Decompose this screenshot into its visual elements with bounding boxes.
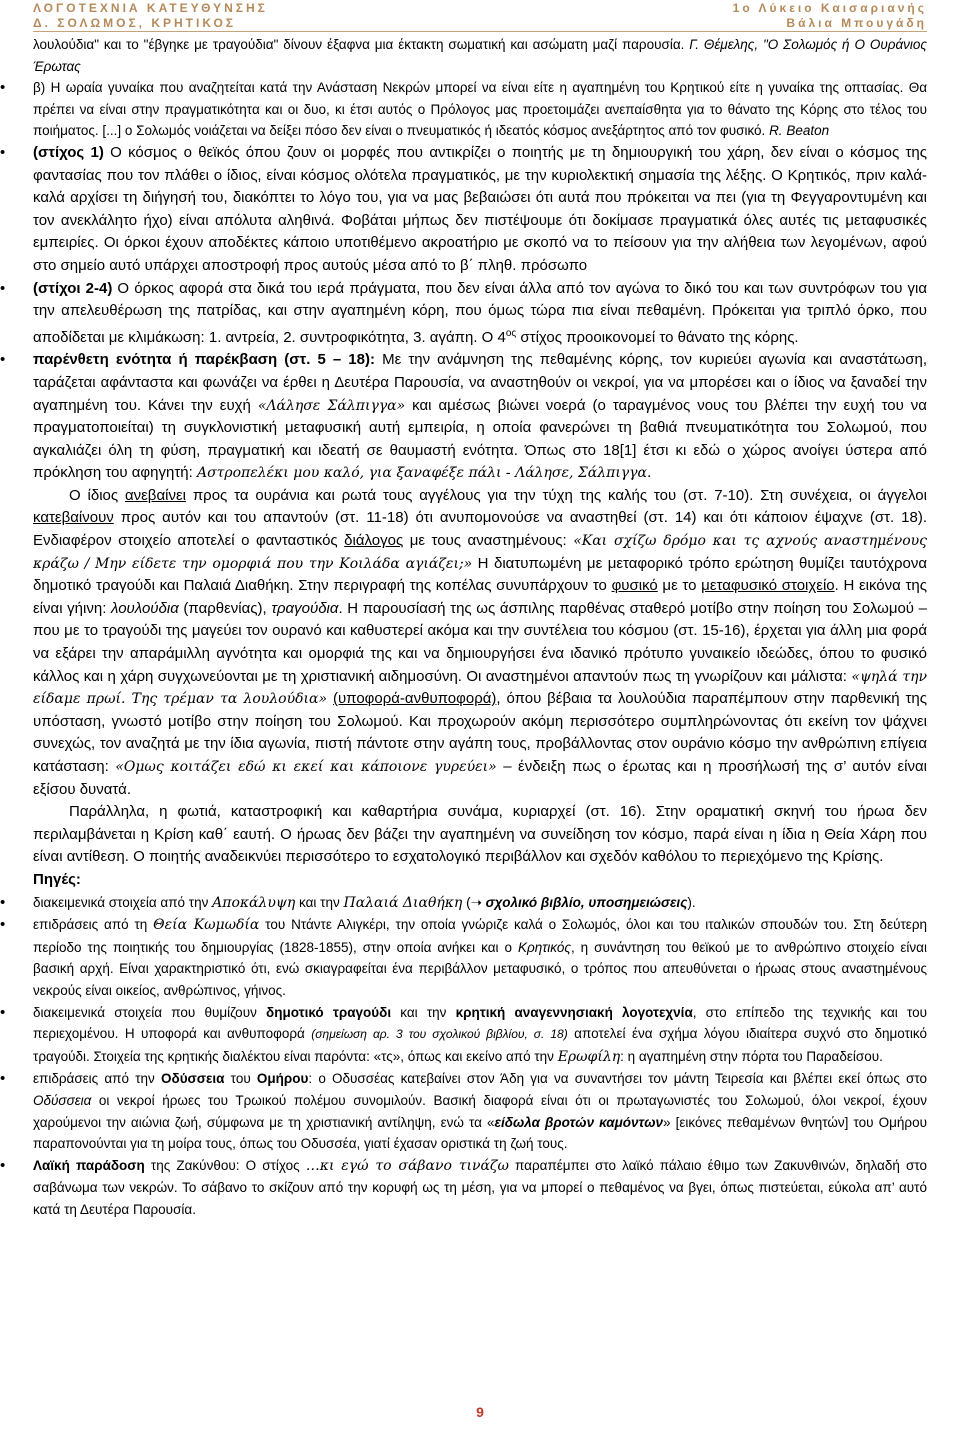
page-header: [33, 0, 927, 32]
verse-quote: «Και σχίζω δρόμο και τς αχνούς αναστημένους κράζω / Μην είδετε την ομορφιά που την Κοιλάδα αγιάζει;»: [33, 533, 927, 572]
paragraph-angels: [33, 485, 927, 801]
paragraph-text: προς τα ουράνια και ρωτά τους αγγέλους για την τύχη της καλής του (στ. 7-10). Στη συνέχεια, οι άγγελοι: [185, 486, 927, 504]
source-text: του Ντάντε Αλιγκέρι, την οποία γνώριζε καλά ο Σολωμός, όλοι και του ιταλικών σπουδών του. Στη δεύτερη περίοδο της ποιητικής του δημιουργίας (1828-1855), στην οποία ανήκει και ο: [33, 917, 928, 955]
paragraph-text: , όπου βέβαια τα λουλούδια παραπέμπουν στην παρθενική της υπόσταση, γνωστό μοτίβο στην ποίηση του Σολωμού. Και προχωρούν ακόμη περισσότερο συμπληρώνοντας ότι εκείνη τον ψάχνει συνεχώς, τον αναζητά με την ίδια αγωνία, πιστή πάντοτε στην αγάπη τους, προβάλλοντας στον ουράνιο κόσμο την ανθρώπινη επίγεια κατάσταση:: [33, 690, 928, 775]
italic-term: τραγούδια: [271, 599, 339, 617]
source-text: » [εικόνες πεθαμένων θνητών] του Ομήρου παραπονούνται για τη μοίρα τους, όπως του Οδυσσέα, γιατί έχασαν οριστικά τη ζωή τους.: [33, 1114, 927, 1152]
paragraph-text: και αμέσως βιώνει νοερά (ο ταραγμένος νους του βλέπει την ευχή του να πραγματοποιείται) τη συγκλονιστική μεταφυσική αυτή εμπειρία, η οποία φανερώνει τη βαθιά πνευματικότητα του Σολωμού, που αγκαλιάζει όλη τη φύση, πραγματική και ιδεατή σε θαυμαστή ενότητα. Όπως στο 18[1] έτσι κι εδώ ο χώρος ανοίγει ύστερα από πρόκληση του αφηγητή:: [33, 396, 927, 482]
source-text: παραπέμπει στο λαϊκό πάλαιο έθιμο των Ζακυνθινών, δηλαδή στο σαβάνωμα των νεκρών. Το σάβανο το σκίζουν από την κορυφή ως τη μέση, για να μπορεί ο πεθαμένος να βγει, όπως πιστεύεται, εύκολα απ’ αυτό κατά τη Δευτέρα Παρουσία.: [33, 1157, 927, 1217]
paragraph-digression: [33, 349, 927, 485]
source-text: (: [462, 894, 471, 910]
paragraph-text: . Η εικόνα της είναι γήινη:: [33, 577, 927, 617]
bold-term: Λαϊκή παράδοση: [33, 1157, 145, 1173]
source-title: Ερωφίλη: [557, 1048, 621, 1065]
paragraph-text: Ο όρκος αφορά στα δικά του ιερά πράγματα, που δεν είναι άλλα από τον αγώνα το δικό του και των συντρόφων του για την απελευθέρωση της πατρίδας, και στην αγαπημένη κόρη, που όμως τώρα πια είναι πεθαμένη. Πρόκειται για τριπλό όρκο, που αποδίδεται με κλιμάκωση: 1. αντρεία, 2. συντροφικότητα, 3. αγάπη. Ο 4: [33, 279, 928, 346]
source-text: : ο Οδυσσέας κατεβαίνει στον Άδη για να συναντήσει τον μάντη Τειρεσία και βλέπει εκεί όπως στο: [308, 1071, 928, 1087]
source-text: και την: [391, 1004, 456, 1020]
source-text: του: [224, 1071, 257, 1087]
underlined-term: διάλογος: [344, 532, 404, 550]
header-right: [733, 1, 927, 31]
page-content: [33, 34, 927, 1220]
source-note: σχολικό βιβλίο, υποσημειώσεις: [481, 894, 688, 910]
paragraph-text: προς αυτόν και του απαντούν (στ. 11-18) ότι ανυπομονούσε να αναστηθεί (στ. 14) και ότι κάποιον έψαχνε (στ. 18). Ενδιαφέρον στοιχείο αποτελεί ο φανταστικός: [33, 509, 927, 550]
verse-quote: «ψηλά την είδαμε πρωί. Της τρέμαν τα λουλούδια»: [33, 668, 927, 708]
source-text: επιδράσεις από τη: [33, 917, 154, 933]
header-left: [33, 1, 268, 31]
bold-term: κρητική αναγεννησιακή λογοτεχνία: [455, 1004, 693, 1020]
paragraph-text: (παρθενίας),: [178, 599, 272, 617]
section-label: παρένθετη ενότητα ή παρέκβαση (στ. 5 – 18):: [33, 351, 375, 369]
source-text: διακειμενικά στοιχεία που θυμίζουν: [33, 1004, 267, 1020]
quote-beaton: [33, 77, 927, 142]
source-title: Κρητικός: [518, 939, 571, 955]
verse-quote: …κι εγώ το σάβανο τινάζω: [305, 1157, 509, 1174]
source-text: διακειμενικά στοιχεία από την: [33, 894, 213, 910]
quote-source: Γ. Θέμελης, "Ο Σολωμός ή Ο Ουράνιος Έρωτας: [33, 37, 927, 74]
source-text: οι νεκροί ήρωες του Τρωικού πολέμου συνομιλούν. Βασική διαφορά είναι ότι οι πρωταγωνιστές του Σολωμού, όλοι νεκροί, έχουν χαρούμενοι την αιώνια ζωή, σύμφωνα με τη χριστιανική αντίληψη, ενώ τα «: [33, 1092, 927, 1130]
source-text: , η συνάντηση του θεϊκού με το ανθρώπινο στοιχείο είναι βασική αρχή. Είναι χαρακτηριστικό ότι, ενώ σκιαγραφείται ένα περιβάλλον μεταφυσικό, ο τρόπος που απευθύνεται ο ήρωας στους αναστημένους νεκρούς είναι οικείος, ανθρώπινος, γήινος.: [33, 939, 927, 998]
source-title: Οδύσσεια: [33, 1092, 92, 1108]
bold-term: Ομήρου: [256, 1071, 309, 1087]
italic-term: λουλούδια: [111, 599, 179, 617]
paragraph-text: Ο ίδιος: [69, 486, 125, 504]
source-title: Αποκάλυψη: [212, 894, 296, 911]
paragraph-text: Με την ανάμνηση της πεθαμένης κόρης, τον κυριεύει αγωνία και αναστάτωση, ταράζεται αφάνταστα και φωνάζει να έρθει η Δευτέρα Παρουσία, να αναστηθούν οι νεκροί, για να μπορέσει και ο ίδιος να ξαναδεί την αγαπημένη του. Κάνει την ευχή: [33, 351, 927, 414]
verse-quote: «Λάλησε Σάλπιγγα»: [257, 397, 406, 414]
underlined-term: μεταφυσικό στοιχείο: [701, 577, 835, 595]
bold-term: Οδύσσεια: [161, 1071, 225, 1087]
underlined-term: (υποφορά-ανθυποφορά): [332, 690, 497, 708]
quote-text: β) Η ωραία γυναίκα που αναζητείται κατά την Ανάσταση Νεκρών μπορεί να είναι είτε η αγαπημένη του Κρητικού είτε η γυναίκα της οπτασίας. Θα πρέπει να είναι στην πραγματικότητα και οι δυο, κι έτσι αυτός ο Πρόλογος μας προετοιμάζει ανεπαίσθητα για το θάνατο της Κόρης στο τέλος του ποιήματος. [...] ο Σολωμός νοιάζεται να δείξει πόσο δεν είναι ο πνευματικός ή ιδεατός κόσμος ανεξάρτητος από τον φυσικό.: [33, 80, 927, 139]
source-text: : η αγαπημένη στην πόρτα του Παραδείσου.: [620, 1048, 883, 1064]
paragraph-text: Ο κόσμος ο θεϊκός όπου ζουν οι μορφές που αντικρίζει ο ποιητής με τη δημιουργική του χάρη, δεν είναι ο κόσμος της φαντασίας που τον πλάθει ο ίδιος, είναι κόσμος ολότελα πραγματικός, με την κυριολεκτική σημασία της λέξης. Ο Κρητικός, πριν καλά-καλά αρχίσει τη διήγησή του, διακόπτει το λόγο του, για να μας βεβαιώσει ότι αυτά που πρόκειται να πει (για τη Φεγγαροντυμένη και τον ανεκλάλητο ήχο) είναι απόλυτα αληθινά. Φοβάται μήπως δεν πιστέψουμε ότι δοκίμασε πραγματικά όλες αυτές τις μεταφυσικές εμπειρίες. Οι όρκοι έχουν αποδέκτες κάποιο υποτιθέμενο ακροατήριο με σκοπό να το πείσουν για την αλήθεια των λεγομένων, αφού στο σημείο αυτό υπάρχει αποστροφή προς αυτούς μέσα από το β΄ πληθ. πρόσωπο: [33, 143, 927, 274]
bold-term: είδωλα βροτών καμόντων: [494, 1114, 664, 1130]
underlined-term: φυσικό: [611, 577, 658, 595]
quote-text: λουλούδια" και το "έβγηκε με τραγούδια" δίνουν έξαφνα μια έκτακτη σωματική και ασώματη μαζί παρουσία.: [33, 37, 690, 52]
header-subject: ΛΟΓΟΤΕΧΝΙΑ ΚΑΤΕΥΘΥΝΣΗΣ: [33, 1, 268, 15]
quote-themelis: [33, 34, 927, 77]
header-topic: Δ. ΣΟΛΩΜΟΣ, ΚΡΗΤΙΚΟΣ: [33, 16, 236, 30]
source-text: επιδράσεις από την: [33, 1071, 161, 1087]
ordinal-superscript: ος: [505, 327, 517, 339]
arrow-icon: ➝: [470, 894, 482, 910]
page-number: 9: [476, 1404, 484, 1420]
source-item-folk-tradition: [33, 1155, 927, 1221]
source-item-apocalypse: [33, 892, 927, 915]
verse-quote: Αστροπελέκι μου καλό, για ξαναφέξε πάλι - Λάλησε, Σάλπιγγα.: [196, 465, 652, 482]
source-text: και την: [295, 894, 344, 910]
header-rule: [33, 31, 927, 32]
verse-quote: «Ομως κοιτάζει εδώ κι εκεί και κάποιονε γυρεύει»: [115, 759, 497, 775]
verse-label: (στίχος 1): [33, 143, 104, 161]
paragraph-fire: Παράλληλα, η φωτιά, καταστροφική και καθαρτήρια συνάμα, κυριαρχεί (στ. 16). Στην οραματική σκηνή του ήρωα δεν περιλαμβάνεται η Κρίση καθ΄ εαυτή. Ο ήρωας δεν βάζει την αγαπημένη να συνείδηση τον κόσμο, παρά είναι η ίδια η Θεία Χάρη που είναι αντίθεση. Ο ποιητής αναδεικνύει περισσότερο το εσχατολογικό περιβάλλον και σχεδόν καθόλου το περιεχόμενο της Κρίσης.: [33, 803, 927, 866]
header-school: 1ο Λύκειο Καισαριανής: [732, 1, 927, 15]
bold-term: δημοτικό τραγούδι: [266, 1004, 392, 1020]
sources-heading: Πηγές:: [33, 870, 81, 888]
source-title: Παλαιά Διαθήκη: [343, 894, 463, 911]
verse-label: (στίχοι 2-4): [33, 279, 113, 297]
paragraph-verses-2-4: [33, 278, 927, 350]
source-item-folk-song: [33, 1002, 927, 1069]
paragraph-text: με το: [657, 577, 702, 595]
source-item-odyssey: [33, 1068, 927, 1154]
paragraph-text: με τους αναστημένους:: [403, 532, 574, 550]
paragraph-text: . Η παρουσίασή της ως άσπιλης παρθένας σταθερό μοτίβο στην ποίηση του Σολωμού – που με το τραγούδι της μαγεύει τον ουρανό και καθυστερεί ακόμα και την συντέλεια του κόσμου (στ. 15-16), έρχεται για άλλη μια φορά να εξάρει την απαράμιλλη αγνότητα και ομορφιά της και να δημιουργήσει ένα ιδανικό πρότυπο γυναικείο ιδεώδες, όπου το φυσικό κάλλος και η χάρη συγχωνεύονται με τη χριστιανική αιδημοσύνη. Οι αναστημένοι απαντούν πως τη γνωρίζουν και μάλιστα:: [33, 599, 928, 685]
quote-source: R. Beaton: [769, 123, 830, 139]
underlined-term: κατεβαίνουν: [33, 509, 114, 527]
header-author: Βάλια Μπουγάδη: [786, 16, 927, 30]
source-item-dante: [33, 914, 927, 1001]
source-note: (σημείωση αρ. 3 του σχολικού βιβλίου, σ. 18): [311, 1027, 568, 1042]
underlined-term: ανεβαίνει: [124, 486, 186, 504]
paragraph-text: στίχος προοικονομεί το θάνατο της κόρης.: [516, 328, 799, 346]
paragraph-verse-1: [33, 142, 927, 278]
source-text: αποτελεί ένα σχήμα λόγου ιδιαίτερα συχνό στο δημοτικό τραγούδι. Στοιχεία της κρητικής διαλέκτου είναι παρόντα: «τς», όπως και εκείνο από την: [33, 1026, 927, 1064]
source-title: Θεία Κωμωδία: [153, 917, 260, 934]
source-text: ).: [687, 894, 696, 910]
paragraph-text: Η διατυπωμένη με μεταφορικό τρόπο ερώτηση θυμίζει ταυτόχρονα δημοτικό τραγούδι και Παλαιά Διαθήκη. Στην περιγραφή της κοπέλας συνυπάρχουν το: [33, 554, 928, 595]
source-text: της Ζακύνθου: Ο στίχος: [144, 1157, 306, 1173]
paragraph-text: – ένδειξη πως ο έρωτας και η προσήλωσή της σ’ αυτόν είναι εξίσου δυνατά.: [33, 758, 927, 798]
source-text: , στο επίπεδο της τεχνικής και του περιεχομένου. Η υποφορά και ανθυποφορά: [33, 1004, 927, 1042]
